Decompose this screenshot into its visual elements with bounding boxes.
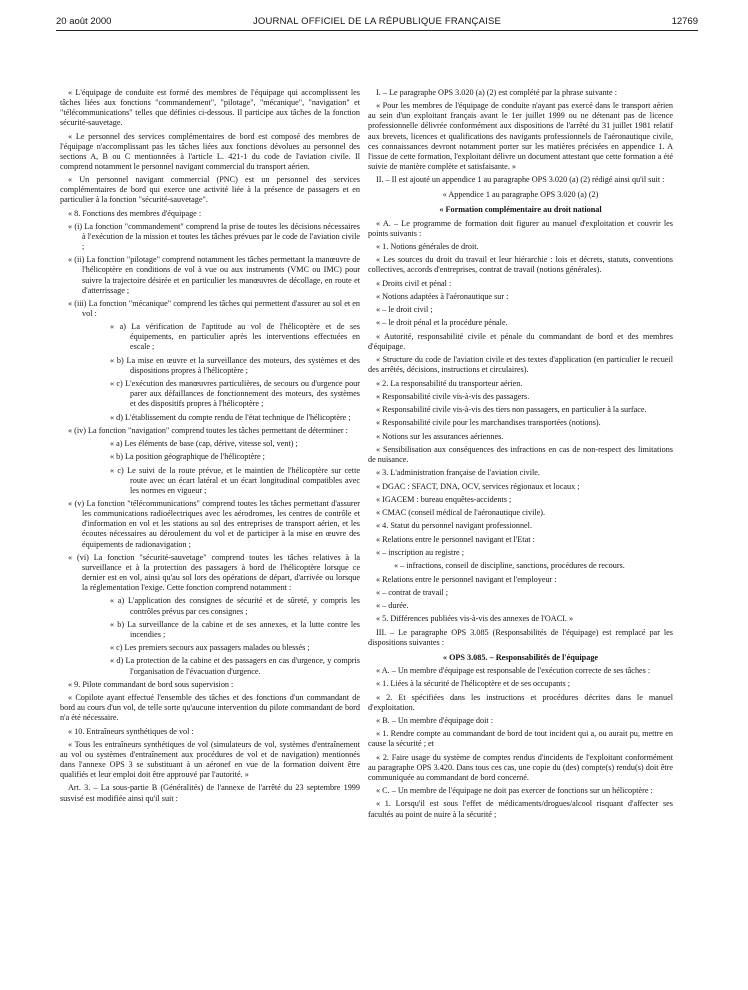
list-item: « – inscription au registre ; (376, 547, 464, 557)
list-item: « 5. Différences publiées vis-à-vis des annexes de l'OACI. » (376, 614, 574, 624)
list-item: « (i) La fonction "commandement" comprend la prise de toutes les décisions nécessaires à l'exécution de la mission et toutes les tâches prévues par le code de l'aviation civile ; (68, 221, 360, 252)
sub-list-item: « c) L'exécution des manœuvres particulières, de secours ou d'urgence pour parer aux défaillances de fonctionnement des moteurs, des systèmes et des dispositifs propres à l'hélicoptère ; (110, 379, 360, 409)
list-item: « Notions adaptées à l'aéronautique sur : (376, 291, 509, 301)
list-item: « Droits civil et pénal : (376, 278, 452, 288)
paragraph: « Structure du code de l'aviation civile et des textes d'application (en particulier le recueil des arrêtés, décisions, instructions et circulaires). (368, 355, 673, 375)
paragraph: « Responsabilité civile pour les marchandises transportées (notions). (376, 418, 601, 428)
header-page-number: 12769 (671, 16, 698, 27)
paragraph: « A. – Le programme de formation doit figurer au manuel d'exploitation et couvrir les points suivants : (368, 218, 673, 238)
list-item: « (ii) La fonction "pilotage" comprend notamment les tâches permettant la manœuvre de l'hélicoptère en conditions de vol à vue ou aux instruments (VMC ou IMC) pour suivre la trajectoire désirée et en particulier les manœuvres de décollage, en route et d'atterrissage ; (68, 255, 360, 295)
list-item: « Relations entre le personnel navigant et l'Etat : (376, 534, 535, 544)
list-item: « – le droit pénal et la procédure pénale. (376, 318, 508, 328)
article-paragraph: Art. 3. – La sous-partie B (Généralités) de l'annexe de l'arrêté du 23 septembre 1999 susvisé est modifiée ainsi qu'il suit : (60, 783, 360, 803)
paragraph: « 2. Faire usage du système de comptes rendus d'incidents de l'exploitant conformément au paragraphe OPS 3.420. Dans tous ces cas, une copie du (des) compte(s) rendu(s) doit être communiquée au commandant de bord concerné. (368, 752, 673, 782)
paragraph: « 1. Lorsqu'il est sous l'effet de médicaments/drogues/alcool risquant d'affecter ses facultés au point de nuire à la sécurité ; (368, 799, 673, 819)
list-item: « CMAC (conseil médical de l'aéronautique civile). (376, 508, 546, 518)
paragraph: « 2. Et spécifiées dans les instructions et procédures décrites dans le manuel d'exploitation. (368, 692, 673, 712)
sub-list-item: « c) Le suivi de la route prévue, et le maintien de l'hélicoptère sur cette route avec un écart latéral et un écart longitudinal compatibles avec les normes en vigueur ; (110, 465, 360, 495)
list-item: « 1. Notions générales de droit. (376, 241, 479, 251)
sub-list-item: « a) L'application des consignes de sécurité et de sûreté, y compris les contrôles prévus par ces consignes ; (110, 596, 360, 616)
sub-list-item: « a) La vérification de l'aptitude au vol de l'hélicoptère et de ses équipements, en particulier après les interventions effectuées en escale ; (110, 322, 360, 352)
paragraph: « Les sources du droit du travail et leur hiérarchie : lois et décrets, statuts, conventions collectives, accords d'entreprises, contrat de travail (notions générales). (368, 255, 673, 275)
list-item: « DGAC : SFACT, DNA, OCV, services régionaux et locaux ; (376, 481, 580, 491)
list-item: « Notions sur les assurances aériennes. (376, 431, 504, 441)
paragraph: « Pour les membres de l'équipage de conduite n'ayant pas exercé dans le transport aérien au sein d'un exploitant français avant le 1er juillet 1999 ou ne détenant pas de licence professionnelle délivrée conformément aux dispositions de l'arrêté du 31 juillet 1981 relatif aux brevets, licences et qualifications des navigants professionnels de l'aéronautique civile, ces connaissances devront notamment porter sur les matières précisées en appendice 1. A l'issue de cette formation, l'exploitant délivre un document attestant que cette formation a été suivie de manière complète et satisfaisante. » (368, 101, 673, 171)
paragraph: « Le personnel des services complémentaires de bord est composé des membres de l'équipage n'accomplissant pas les tâches liées aux fonctions dévolues au personnel des sections A, B ou C mentionnées à l'article L. 421-1 du code de l'aviation civile. Il comprend notamment le personnel navigant commercial du transport aérien. (60, 131, 360, 171)
list-item: « 2. La responsabilité du transporteur aérien. (376, 378, 523, 388)
paragraph: « Sensibilisation aux conséquences des infractions en cas de non-respect des limitations de nuisance. (368, 444, 673, 464)
appendix-title: « Appendice 1 au paragraphe OPS 3.020 (a) (2) (442, 190, 599, 200)
list-item: « 1. Liées à la sécurité de l'hélicoptère et de ses occupants ; (376, 679, 571, 689)
list-item: « (vi) La fonction "sécurité-sauvetage" comprend toutes les tâches relatives à la surveillance et à la protection des passagers à bord de l'hélicoptère lorsque ce dernier est en vol, ainsi qu'au sol lors des opérations de départ, d'arrivée ou lorsque la réglementation l'exige. Cette fonction comprend notamment : (68, 552, 360, 593)
sub-list-item: « b) La position géographique de l'hélicoptère ; (110, 452, 265, 462)
paragraph: « Un personnel navigant commercial (PNC) est un personnel des services complémentaires de bord qui exerce une activité liée à la présence de passagers et en particulier à la fonction "sécurité-sauvetage". (60, 175, 360, 205)
list-item: « – infractions, conseil de discipline, sanctions, procédures de recours. (394, 561, 625, 571)
sub-list-item: « d) La protection de la cabine et des passagers en cas d'urgence, y compris l'organisation de l'évacuation d'urgence. (110, 656, 360, 676)
list-item: « IGACEM : bureau enquêtes-accidents ; (376, 494, 512, 504)
paragraph: « A. – Un membre d'équipage est responsable de l'exécution correcte de ses tâches : (376, 666, 651, 676)
list-item: « – le droit civil ; (376, 305, 433, 315)
paragraph: « C. – Un membre de l'équipage ne doit pas exercer de fonctions sur un hélicoptère : (376, 786, 653, 796)
page-header (56, 14, 698, 31)
paragraph: « L'équipage de conduite est formé des membres de l'équipage qui accomplissent les tâches liées aux fonctions "commandement", "pilotage", "mécanique", "navigation" et "télécommunications" telles que définies ci-dessous. Il participe aux tâches de la fonction sécurité-sauvetage. (60, 88, 360, 128)
paragraph: « Tous les entraîneurs synthétiques de vol (simulateurs de vol, systèmes d'entraînement au vol ou systèmes d'entraînement aux procédures de vol et de navigation) mentionnés dans l'annexe OPS 3 se substituant à un aéronef en vue de la formation doivent être qualifiés et leur emploi doit être approuvé par l'autorité. » (60, 739, 360, 780)
list-item: « Responsabilité civile vis-à-vis des passagers. (376, 391, 530, 401)
paragraph: III. – Le paragraphe OPS 3.085 (Responsabilités de l'équipage) est remplacé par les dispositions suivantes : (368, 627, 673, 647)
header-date: 20 août 2000 (56, 16, 112, 27)
sub-list-item: « a) Les éléments de base (cap, dérive, vitesse sol, vent) ; (110, 439, 298, 449)
appendix-subtitle: « Formation complémentaire au droit national (439, 205, 602, 215)
sub-list-item: « d) L'établissement du compte rendu de l'état technique de l'hélicoptère ; (110, 412, 351, 422)
list-item: « (v) La fonction "télécommunications" comprend toutes les tâches permettant d'assurer les communications radioélectriques avec les aérodromes, les centres de contrôle et d'information en vol et les stations au sol des entreprises de transport aérien, et les écoutes nécessaires au déroulement du vol et de participer à la mise en œuvre des équipements de radionavigation ; (68, 499, 360, 549)
right-column (368, 88, 673, 823)
section-heading: « 8. Fonctions des membres d'équipage : (68, 208, 202, 218)
paragraph: « Responsabilité civile vis-à-vis des tiers non passagers, en particulier à la surface. (376, 405, 647, 415)
list-item: « 4. Statut du personnel navigant professionnel. (376, 521, 532, 531)
list-item: « Relations entre le personnel navigant et l'employeur : (376, 574, 557, 584)
list-item: « – durée. (376, 601, 409, 611)
sub-list-item: « b) La mise en œuvre et la surveillance des moteurs, des systèmes et des dispositions propres à l'hélicoptère ; (110, 355, 360, 375)
section-heading: « 9. Pilote commandant de bord sous supervision : (68, 679, 234, 689)
sub-list-item: « c) Les premiers secours aux passagers malades ou blessés ; (110, 643, 310, 653)
list-item: « – contrat de travail ; (376, 587, 449, 597)
left-column (60, 88, 360, 807)
sub-list-item: « b) La surveillance de la cabine et de ses annexes, et la lutte contre les incendies ; (110, 619, 360, 639)
list-item: « B. – Un membre d'équipage doit : (376, 716, 493, 726)
section-heading: « 10. Entraîneurs synthétiques de vol : (68, 726, 194, 736)
paragraph: I. – Le paragraphe OPS 3.020 (a) (2) est complété par la phrase suivante : (376, 88, 617, 97)
list-item: « (iii) La fonction "mécanique" comprend les tâches qui permettent d'assurer au sol et en vol : (68, 298, 360, 318)
paragraph: II. – Il est ajouté un appendice 1 au paragraphe OPS 3.020 (a) (2) rédigé ainsi qu'il suit : (376, 175, 665, 185)
paragraph: « Copilote ayant effectué l'ensemble des tâches et des fonctions d'un commandant de bord au cours d'un vol, de telle sorte qu'aucune intervention du pilote commandant de bord n'a été nécessaire. (60, 693, 360, 723)
list-item: « 3. L'administration française de l'aviation civile. (376, 468, 540, 478)
paragraph: « Autorité, responsabilité civile et pénale du commandant de bord et des membres d'équipage. (368, 331, 673, 351)
list-item: « (iv) La fonction "navigation" comprend toutes les tâches permettant de déterminer : (68, 425, 348, 435)
section-title: « OPS 3.085. – Responsabilités de l'équipage (442, 652, 599, 662)
header-journal-title: JOURNAL OFFICIEL DE LA RÉPUBLIQUE FRANÇAISE (252, 16, 502, 27)
paragraph: « 1. Rendre compte au commandant de bord de tout incident qui a, ou aurait pu, mettre en cause la sécurité ; et (368, 729, 673, 749)
